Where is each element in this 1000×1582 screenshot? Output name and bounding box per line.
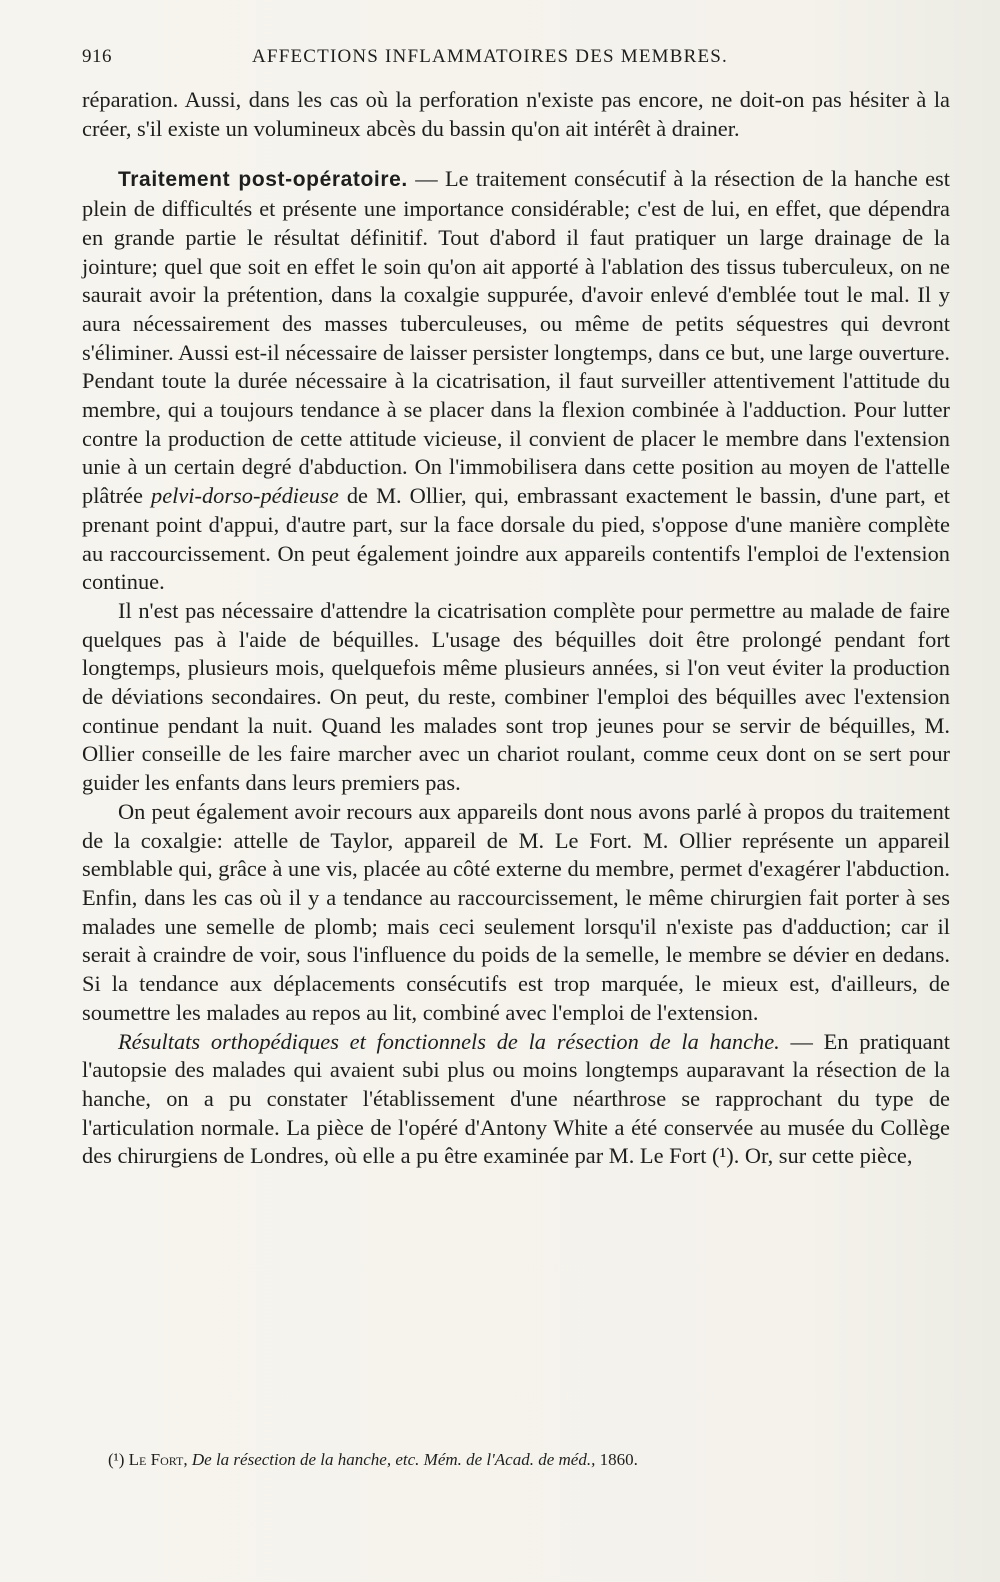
paragraph-text: de M. Ollier, qui, embrassant exactement le bassin, d'une part, et prenant point d'appui, d'autre part, sur la face dorsale du pied, s'oppose d'une manière complète au raccourcissement. On peut également joindre aux appareils contentifs l'emploi de l'extension continue.: [82, 483, 950, 595]
paragraph-text: réparation. Aussi, dans les cas où la perforation n'existe pas encore, ne doit-on pas hésiter à la créer, s'il existe un volumineux abcès du bassin qu'on ait intérêt à drainer.: [82, 87, 950, 141]
footnote-author: Le Fort,: [128, 1450, 188, 1469]
paragraph-crutches: [82, 597, 950, 798]
italic-term: pelvi-dorso-pédieuse: [151, 483, 339, 509]
paragraph-results: [82, 1028, 950, 1172]
footnote-year: 1860.: [599, 1450, 638, 1469]
section-heading: Traitement post-opératoire.: [118, 168, 408, 192]
footnote: [108, 1450, 948, 1470]
running-title: AFFECTIONS INFLAMMATOIRES DES MEMBRES.: [252, 46, 728, 67]
main-text: [82, 86, 950, 1171]
footnote-reference: (¹): [712, 1143, 734, 1169]
paragraph-text: . Or, sur cette pièce,: [733, 1143, 913, 1169]
footnote-title: De la résection de la hanche, etc. Mém. de l'Acad. de méd.,: [191, 1450, 596, 1469]
paragraph-text: — En pratiquant l'autopsie des malades qui avaient subi plus ou moins longtemps auparavant la résection de la hanche, on a pu constater l'établissement d'une néarthrose se rapprochant du type de l'articulation normale. La pièce de l'opéré d'Antony White a été conservée au musée du Collège des chirurgiens de Londres, où elle a pu être examinée par M. Le Fort: [82, 1028, 950, 1169]
page-number: 916: [82, 46, 112, 67]
paragraph-text: — Le traitement consécutif à la résection de la hanche est plein de difficultés et présente une importance considérable; c'est de lui, en effet, que dépendra en grande partie le résultat définitif. Tout d'abord il faut pratiquer un large drainage de la jointure; quel que soit en effet le soin qu'on ait apporté à l'ablation des tissus tuberculeux, on ne saurait avoir la prétention, dans la coxalgie suppurée, d'avoir enlevé d'emblée tout le mal. Il y aura nécessairement des masses tuberculeuses, ou même de petits séquestres qui devront s'éliminer. Aussi est-il nécessaire de laisser persister longtemps, dans ce but, une large ouverture. Pendant toute la durée nécessaire à la cicatrisation, il faut surveiller attentivement l'attitude du membre, qui a toujours tendance à se placer dans la flexion combinée à l'adduction. Pour lutter contre la production de cette attitude vicieuse, il convient de placer le membre dans l'extension unie à un certain degré d'abduction. On l'immobilisera dans cette position au moyen de l'attelle plâtrée: [82, 166, 950, 509]
paragraph-appliances: [82, 798, 950, 1028]
italic-heading: Résultats orthopédiques et fonctionnels de la résection de la hanche.: [118, 1028, 780, 1054]
paragraph-text: Il n'est pas nécessaire d'attendre la cicatrisation complète pour permettre au malade de faire quelques pas à l'aide de béquilles. L'usage des béquilles doit être prolongé pendant fort longtemps, plusieurs mois, quelquefois même plusieurs années, si l'on veut éviter la production de déviations secondaires. On peut, du reste, combiner l'emploi des béquilles avec l'extension continue pendant la nuit. Quand les malades sont trop jeunes pour se servir de béquilles, M. Ollier conseille de les faire marcher avec un chariot roulant, comme ceux dont on se sert pour guider les enfants dans leurs premiers pas.: [82, 597, 950, 796]
paragraph-treatment: [82, 165, 950, 597]
section-gap: [82, 143, 950, 165]
paragraph-text: On peut également avoir recours aux appareils dont nous avons parlé à propos du traitement de la coxalgie: attelle de Taylor, appareil de M. Le Fort. M. Ollier représente un appareil semblable qui, grâce à une vis, placée au côté externe du membre, permet d'exagérer l'abduction. Enfin, dans les cas où il y a tendance au raccourcissement, le même chirurgien fait porter à ses malades une semelle de plomb; mais ceci seulement lorsqu'il n'existe pas d'adduction; car il serait à craindre de voir, sous l'influence du poids de la semelle, le membre se dévier en dedans. Si la tendance aux déplacements consécutifs est trop marquée, le mieux est, d'ailleurs, de soumettre les malades au repos au lit, combiné avec l'emploi de l'extension.: [82, 798, 950, 1025]
paragraph-continuation: [82, 86, 950, 143]
footnote-marker: (¹): [108, 1450, 125, 1469]
